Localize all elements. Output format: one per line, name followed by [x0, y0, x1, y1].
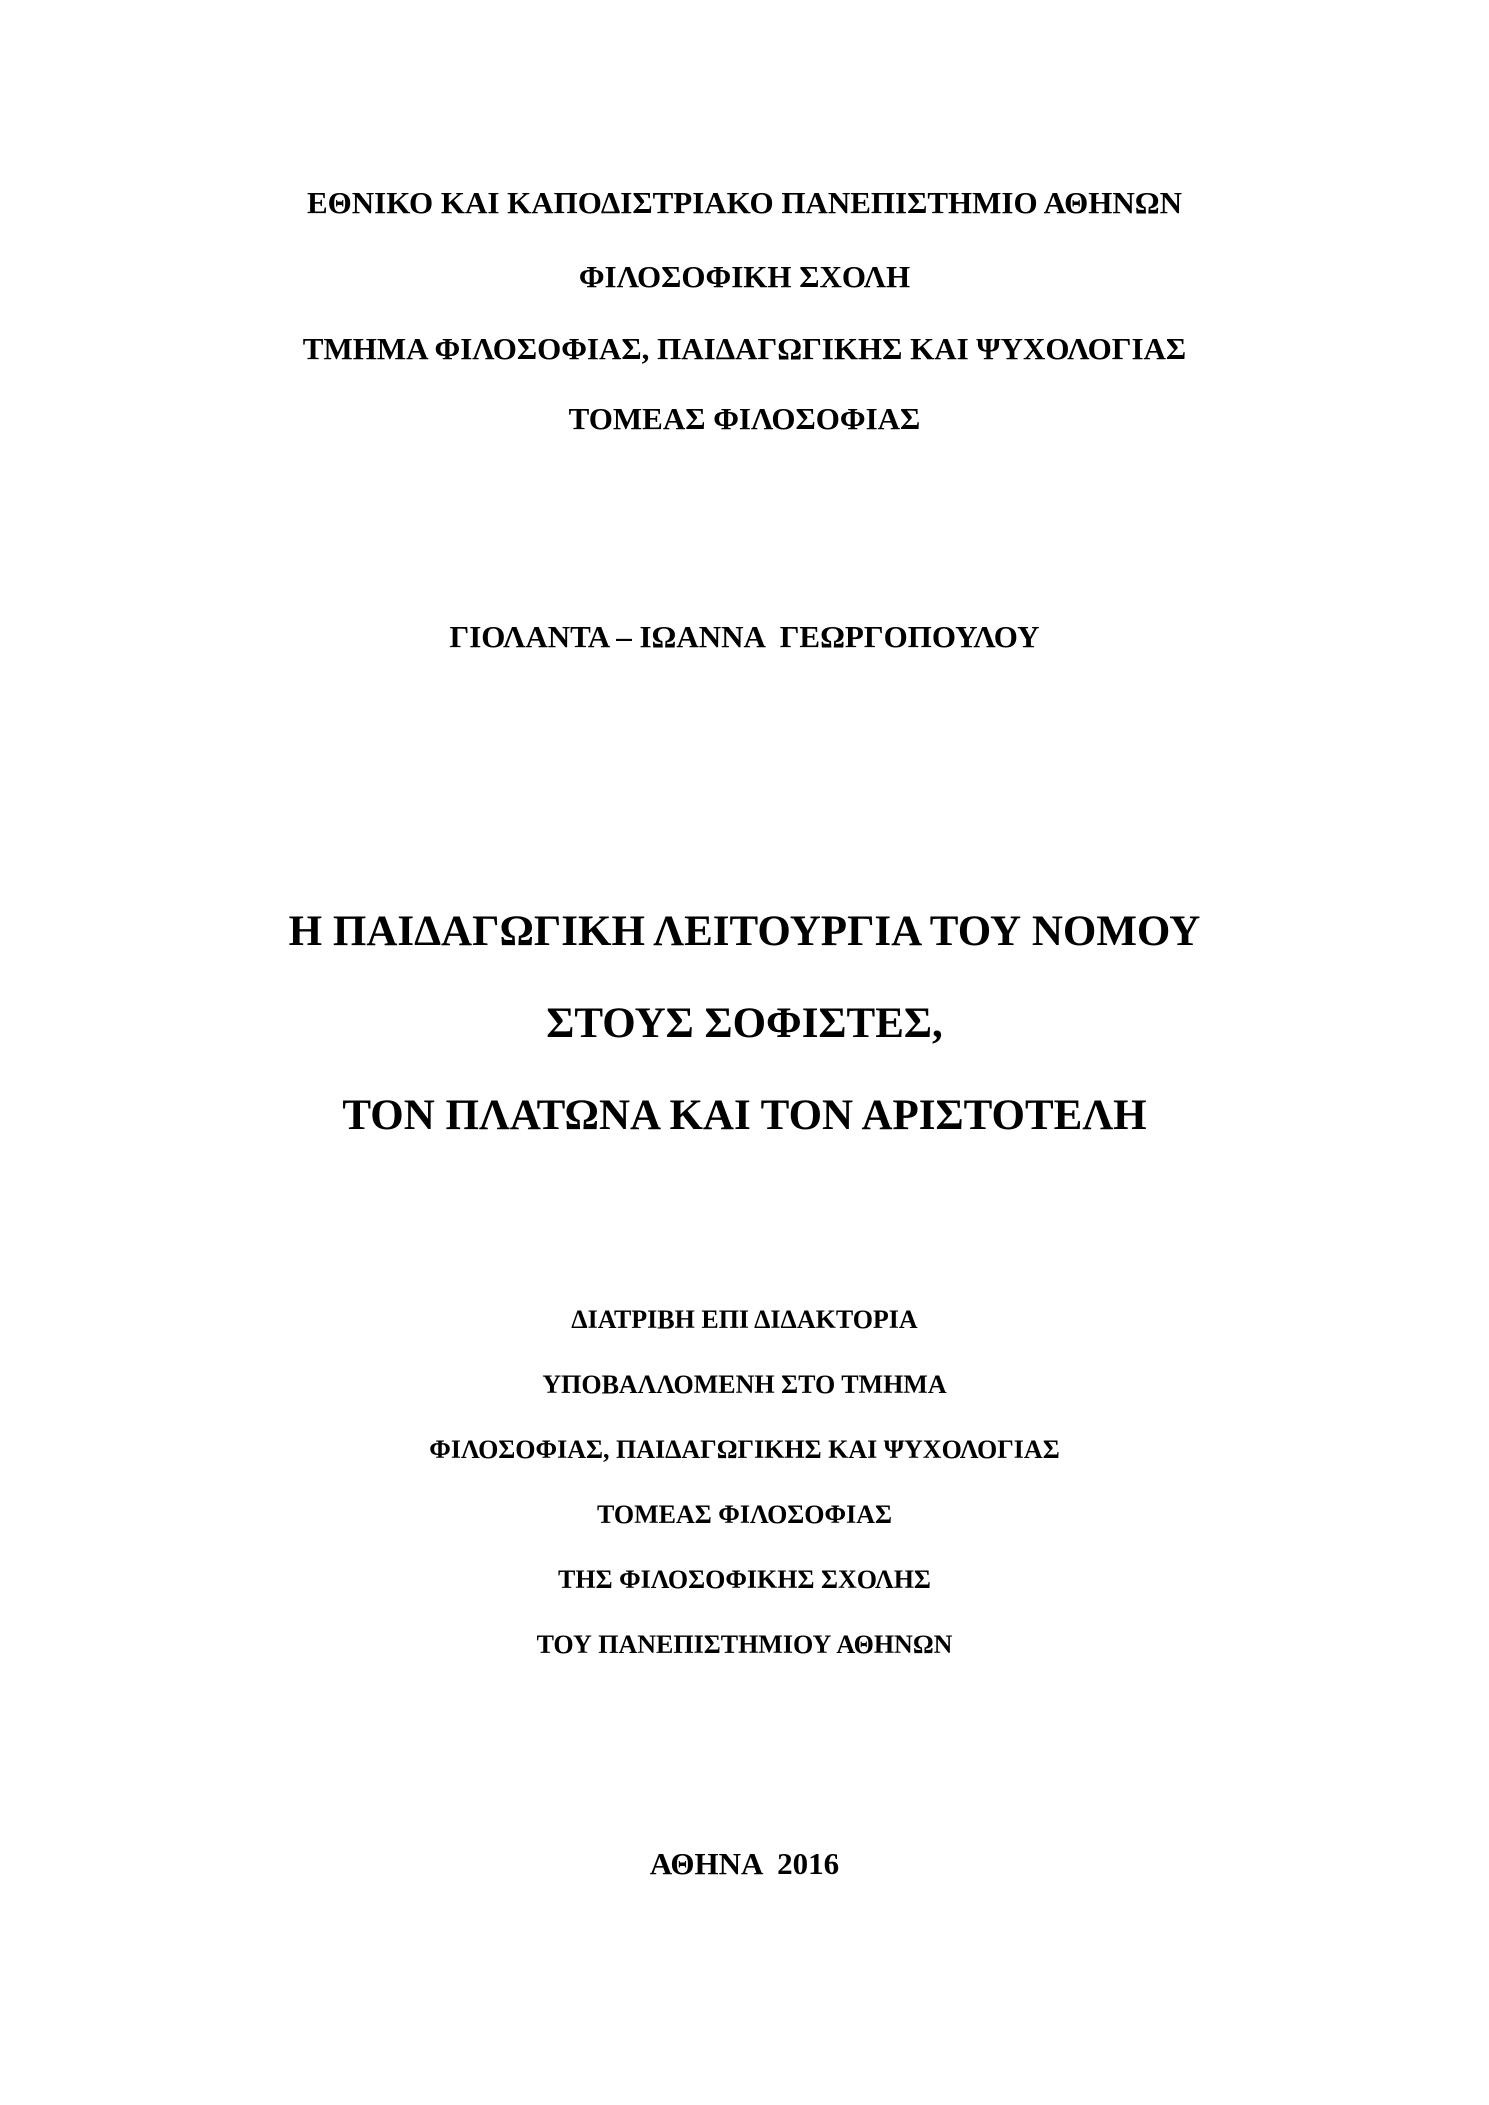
- author-name: ΓΙΟΛΑΝΤΑ – ΙΩΑΝΝΑ ΓΕΩΡΓΟΠΟΥΛΟΥ: [449, 619, 1040, 654]
- school-name: ΦΙΛΟΣΟΦΙΚΗ ΣΧΟΛΗ: [578, 259, 911, 294]
- submission-line-1: ΔΙΑΤΡΙΒΗ ΕΠΙ ΔΙΔΑΚΤΟΡΙΑ: [571, 1305, 918, 1334]
- submission-line-3: ΦΙΛΟΣΟΦΙΑΣ, ΠΑΙΔΑΓΩΓΙΚΗΣ ΚΑΙ ΨΥΧΟΛΟΓΙΑΣ: [429, 1435, 1060, 1464]
- thesis-title-line-3: ΤΟΝ ΠΛΑΤΩΝΑ ΚΑΙ ΤΟΝ ΑΡΙΣΤΟΤΕΛΗ: [342, 1092, 1147, 1139]
- place-and-year: ΑΘΗΝΑ 2016: [649, 1846, 840, 1881]
- submission-line-2: ΥΠΟΒΑΛΛΟΜΕΝΗ ΣΤΟ ΤΜΗΜΑ: [542, 1370, 947, 1399]
- thesis-title-line-1: Η ΠΑΙΔΑΓΩΓΙΚΗ ΛΕΙΤΟΥΡΓΙΑ ΤΟΥ ΝΟΜΟΥ: [288, 908, 1201, 955]
- university-name: ΕΘΝΙΚΟ ΚΑΙ ΚΑΠΟΔΙΣΤΡΙΑΚΟ ΠΑΝΕΠΙΣΤΗΜΙΟ ΑΘΗΝΩΝ: [306, 185, 1183, 220]
- department-name: ΤΜΗΜΑ ΦΙΛΟΣΟΦΙΑΣ, ΠΑΙΔΑΓΩΓΙΚΗΣ ΚΑΙ ΨΥΧΟΛΟΓΙΑΣ: [302, 331, 1187, 366]
- sector-name: ΤΟΜΕΑΣ ΦΙΛΟΣΟΦΙΑΣ: [568, 401, 921, 436]
- thesis-title-line-2: ΣΤΟΥΣ ΣΟΦΙΣΤΕΣ,: [546, 1000, 943, 1047]
- submission-line-4: ΤΟΜΕΑΣ ΦΙΛΟΣΟΦΙΑΣ: [597, 1500, 892, 1529]
- submission-line-5: ΤΗΣ ΦΙΛΟΣΟΦΙΚΗΣ ΣΧΟΛΗΣ: [558, 1565, 931, 1594]
- submission-line-6: ΤΟΥ ΠΑΝΕΠΙΣΤΗΜΙΟΥ ΑΘΗΝΩΝ: [536, 1630, 953, 1659]
